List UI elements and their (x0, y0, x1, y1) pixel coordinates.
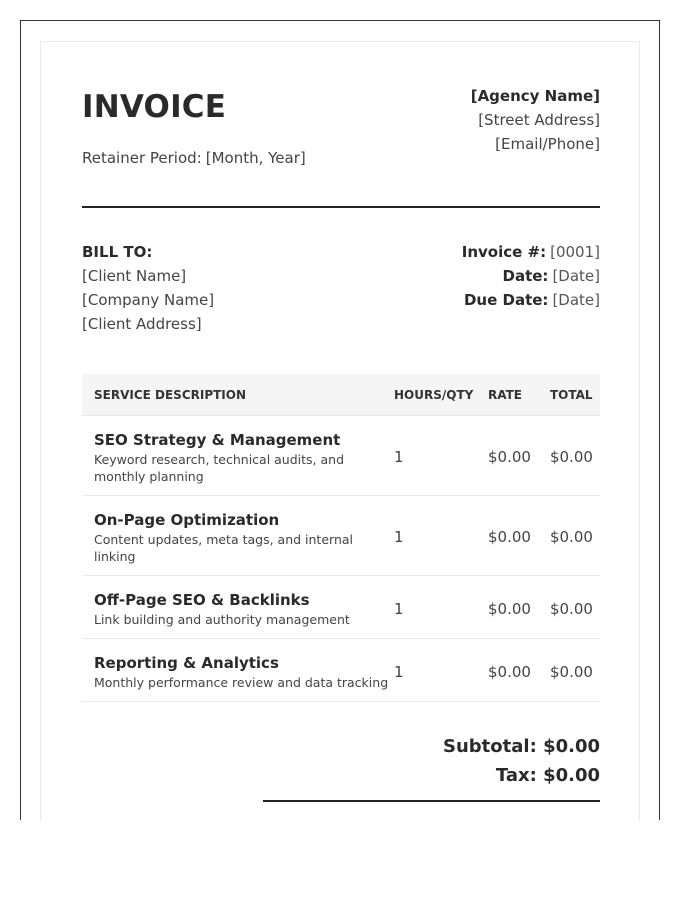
header-total: TOTAL (550, 388, 593, 402)
service-rate: $0.00 (488, 600, 531, 618)
due-date-line (462, 288, 600, 312)
invoice-number-value: [0001] (550, 243, 600, 261)
retainer-period-value: [Month, Year] (205, 149, 306, 167)
subtotal-value: $0.00 (543, 736, 600, 757)
service-qty: 1 (394, 528, 404, 546)
subtotal-line (443, 736, 600, 758)
subtotal-label: Subtotal: (443, 736, 537, 757)
header-service-description: SERVICE DESCRIPTION (94, 388, 247, 402)
table-row (82, 576, 600, 639)
invoice-date-value: [Date] (552, 267, 600, 285)
service-rate: $0.00 (488, 663, 531, 681)
header-hours-qty: HOURS/QTY (394, 388, 474, 402)
due-date-label: Due Date: (463, 291, 549, 309)
table-row (82, 416, 600, 496)
service-description: Keyword research, technical audits, and monthly planning (94, 452, 345, 484)
table-header (82, 374, 600, 416)
service-total: $0.00 (550, 448, 593, 466)
tax-value: $0.00 (543, 765, 600, 786)
service-name: Off-Page SEO & Backlinks (94, 591, 310, 609)
retainer-period (82, 148, 306, 168)
tax-label: Tax: (495, 765, 537, 786)
service-name: Reporting & Analytics (94, 654, 279, 672)
invoice-number-label: Invoice #: (461, 243, 547, 261)
service-total: $0.00 (550, 663, 593, 681)
table-row (82, 639, 600, 702)
service-rate: $0.00 (488, 528, 531, 546)
invoice-date-line (462, 264, 600, 288)
service-total: $0.00 (550, 600, 593, 618)
service-name: On-Page Optimization (94, 511, 280, 529)
bill-to-heading: BILL TO: (82, 243, 153, 261)
service-total: $0.00 (550, 528, 593, 546)
invoice-meta (462, 240, 600, 312)
header-rate: RATE (488, 388, 522, 402)
service-qty: 1 (394, 600, 404, 618)
service-description: Monthly performance review and data tracking (94, 675, 389, 690)
table-row (82, 496, 600, 576)
service-description: Content updates, meta tags, and internal linking (94, 532, 353, 564)
agency-street-address: [Street Address] (478, 111, 600, 129)
service-qty: 1 (394, 448, 404, 466)
service-qty: 1 (394, 663, 404, 681)
client-address: [Client Address] (82, 315, 202, 333)
company-name: [Company Name] (82, 291, 215, 309)
services-table (82, 374, 600, 702)
service-rate: $0.00 (488, 448, 531, 466)
client-name: [Client Name] (82, 267, 187, 285)
bill-to-block (82, 240, 214, 336)
invoice-title: INVOICE (82, 89, 227, 125)
tax-line (496, 765, 600, 787)
agency-contact: [Email/Phone] (495, 135, 600, 153)
header-divider (82, 206, 600, 208)
agency-name: [Agency Name] (470, 87, 600, 105)
agency-block (471, 84, 600, 156)
invoice-date-label: Date: (502, 267, 549, 285)
service-name: SEO Strategy & Management (94, 431, 341, 449)
service-description: Link building and authority management (94, 612, 350, 627)
due-date-value: [Date] (552, 291, 600, 309)
totals-divider (263, 800, 600, 802)
invoice-number-line (462, 240, 600, 264)
retainer-period-label: Retainer Period: (82, 149, 202, 167)
